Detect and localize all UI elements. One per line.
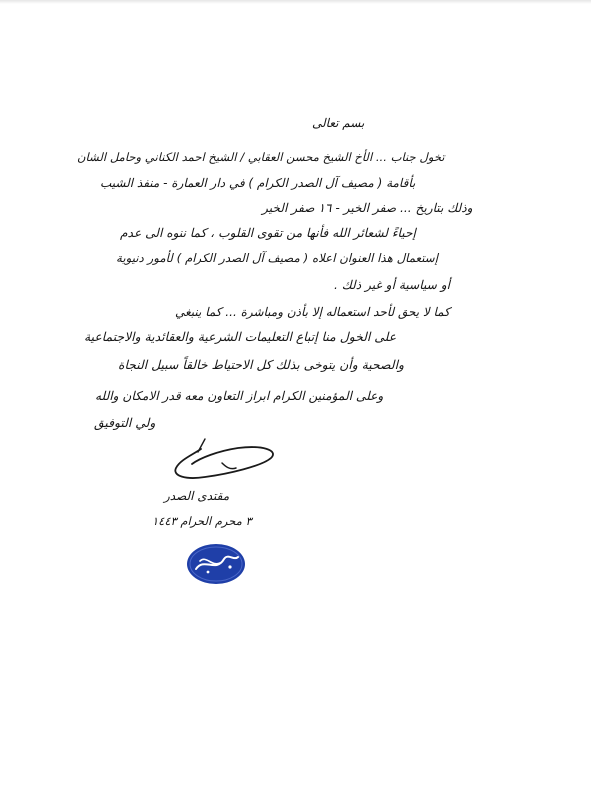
letter-line-8: على الخول منا إتباع التعليمات الشرعية والعقائدية والاجتماعية — [84, 329, 397, 344]
signature-date: ٣ محرم الحرام ١٤٤٣ — [152, 514, 252, 528]
letter-line-2: بأقامة ( مصيف آل الصدر الكرام ) في دار العمارة - منفذ الشيب — [100, 176, 416, 190]
letter-basmala: بسم تعالى — [312, 116, 365, 130]
letter-line-9: والصحية وأن يتوخى بذلك كل الاحتياط خالقاً سبيل النجاة — [118, 357, 404, 372]
letter-line-3: وذلك بتاريخ ... صفر الخير - ١٦ صفر الخير — [262, 201, 473, 215]
letter-line-6: أو سياسية أو غير ذلك . — [334, 278, 451, 292]
seal-stamp — [186, 543, 246, 585]
letter-line-11: ولي التوفيق — [94, 415, 156, 430]
letter-line-5: إستعمال هذا العنوان اعلاه ( مصيف آل الصدر الكرام ) لأمور دنيوية — [116, 251, 438, 265]
letter-line-4: إحياءً لشعائر الله فأنها من تقوى القلوب ، كما ننوه الى عدم — [120, 226, 416, 240]
letter-line-1: تخول جناب ... الأخ الشيخ محسن العقابي / الشيخ احمد الكناني وحامل الشان — [77, 150, 445, 164]
letter-line-7: كما لا يحق لأحد استعماله إلا بأذن ومباشرة ... كما ينبغي — [175, 305, 450, 319]
letter-line-10: وعلى المؤمنين الكرام ابراز التعاون معه قدر الامكان والله — [95, 389, 384, 403]
signature-name: مقتدى الصدر — [164, 489, 230, 503]
